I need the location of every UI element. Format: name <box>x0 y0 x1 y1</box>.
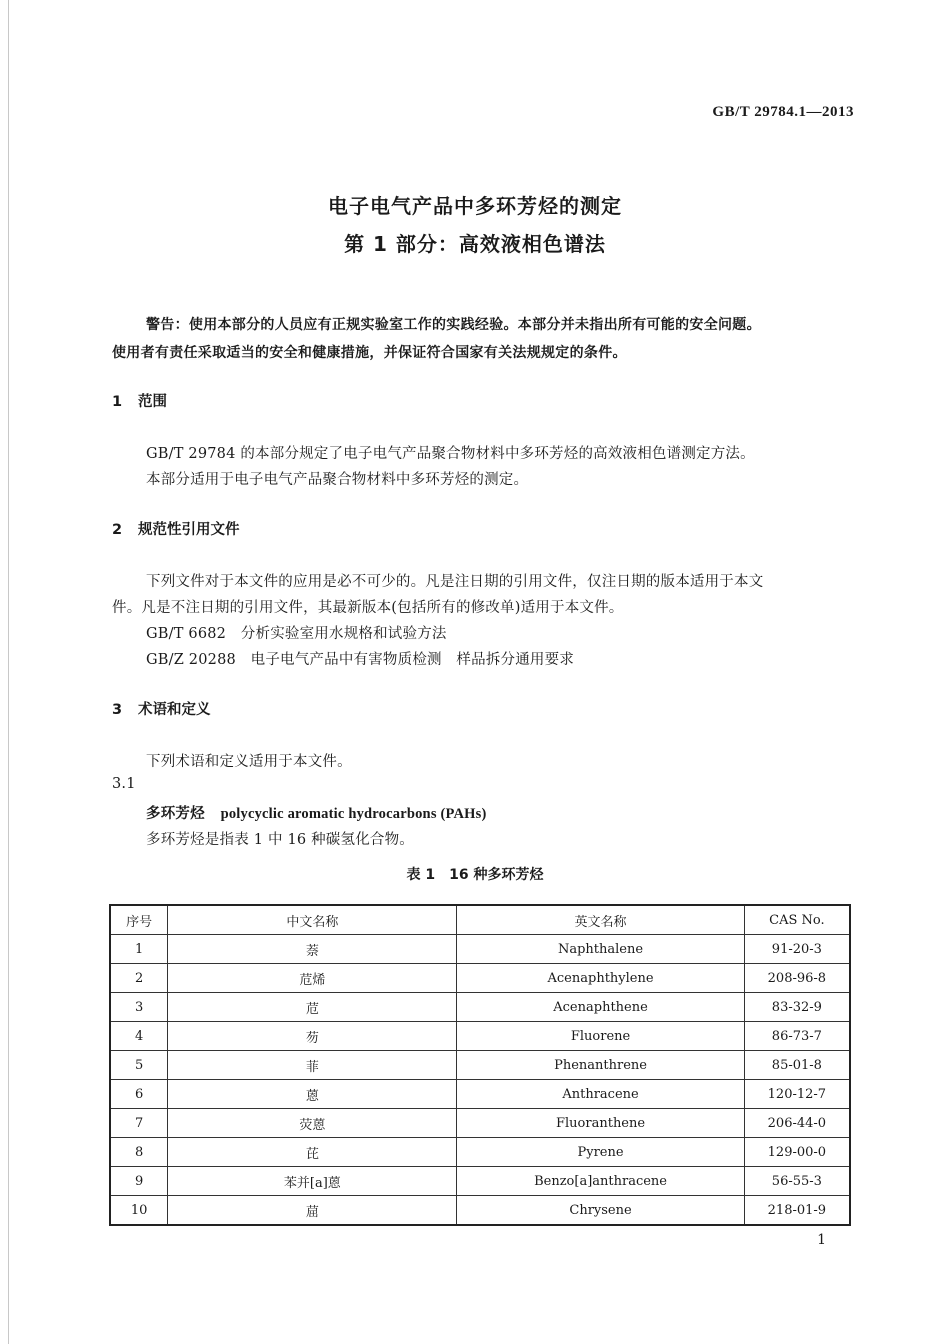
table-row <box>110 1167 850 1196</box>
document-title: 电子电气产品中多环芳烃的测定 <box>328 194 622 218</box>
table-row <box>110 1051 850 1080</box>
term-english: polycyclic aromatic hydrocarbons (PAHs) <box>220 806 487 822</box>
column-header: 序号 <box>110 905 168 935</box>
subclause-number: 3.1 <box>112 776 136 792</box>
cell-english-name: Acenaphthene <box>457 993 744 1022</box>
cell-english-name: Chrysene <box>457 1196 744 1226</box>
section-title: 术语和定义 <box>138 702 211 718</box>
cell-cas-number: 208-96-8 <box>744 964 850 993</box>
cell-cas-number: 56-55-3 <box>744 1167 850 1196</box>
page-number: 1 <box>817 1232 826 1248</box>
warning-line-2: 使用者有责任采取适当的安全和健康措施，并保证符合国家有关法规规定的条件。 <box>112 345 627 361</box>
cell-chinese-name: 萘 <box>168 935 457 964</box>
term-entry <box>146 802 487 823</box>
table-row <box>110 993 850 1022</box>
term-chinese: 多环芳烃 <box>146 806 205 822</box>
cell-index: 1 <box>110 935 168 964</box>
reference-item: GB/T 6682 分析实验室用水规格和试验方法 <box>146 626 447 642</box>
table-row <box>110 1080 850 1109</box>
pah-table <box>109 904 851 1226</box>
column-header: CAS No. <box>744 905 850 935</box>
cell-chinese-name: 蒽 <box>168 1080 457 1109</box>
cell-english-name: Fluoranthene <box>457 1109 744 1138</box>
cell-cas-number: 85-01-8 <box>744 1051 850 1080</box>
cell-cas-number: 206-44-0 <box>744 1109 850 1138</box>
cell-cas-number: 83-32-9 <box>744 993 850 1022</box>
cell-cas-number: 86-73-7 <box>744 1022 850 1051</box>
section-number: 1 <box>112 394 123 410</box>
cell-english-name: Benzo[a]anthracene <box>457 1167 744 1196</box>
cell-chinese-name: 荧蒽 <box>168 1109 457 1138</box>
cell-index: 8 <box>110 1138 168 1167</box>
cell-english-name: Pyrene <box>457 1138 744 1167</box>
column-header: 中文名称 <box>168 905 457 935</box>
cell-english-name: Anthracene <box>457 1080 744 1109</box>
table-header-row <box>110 905 850 935</box>
cell-index: 7 <box>110 1109 168 1138</box>
cell-chinese-name: 苊 <box>168 993 457 1022</box>
warning-line-1: 警告：使用本部分的人员应有正规实验室工作的实践经验。本部分并未指出所有可能的安全问题。 <box>146 317 761 333</box>
column-header: 英文名称 <box>457 905 744 935</box>
reference-item: GB/Z 20288 电子电气产品中有害物质检测 样品拆分通用要求 <box>146 652 575 668</box>
section-number: 3 <box>112 702 123 718</box>
cell-english-name: Naphthalene <box>457 935 744 964</box>
table-row <box>110 935 850 964</box>
term-definition: 多环芳烃是指表 1 中 16 种碳氢化合物。 <box>146 832 415 848</box>
cell-chinese-name: 䓛 <box>168 1196 457 1226</box>
document-subtitle: 第 1 部分：高效液相色谱法 <box>344 232 606 256</box>
cell-index: 6 <box>110 1080 168 1109</box>
cell-index: 4 <box>110 1022 168 1051</box>
cell-english-name: Fluorene <box>457 1022 744 1051</box>
section-heading-normative-references <box>112 518 240 539</box>
cell-index: 5 <box>110 1051 168 1080</box>
table-row <box>110 1022 850 1051</box>
section-title: 范围 <box>138 394 167 410</box>
cell-cas-number: 218-01-9 <box>744 1196 850 1226</box>
table-row <box>110 1138 850 1167</box>
cell-index: 3 <box>110 993 168 1022</box>
cell-chinese-name: 苊烯 <box>168 964 457 993</box>
section-number: 2 <box>112 522 123 538</box>
cell-chinese-name: 菲 <box>168 1051 457 1080</box>
section-heading-scope <box>112 390 167 411</box>
paragraph: 件。凡是不注日期的引用文件，其最新版本(包括所有的修改单)适用于本文件。 <box>112 600 624 616</box>
cell-chinese-name: 芘 <box>168 1138 457 1167</box>
paragraph: 本部分适用于电子电气产品聚合物材料中多环芳烃的测定。 <box>146 472 529 488</box>
cell-english-name: Acenaphthylene <box>457 964 744 993</box>
cell-index: 10 <box>110 1196 168 1226</box>
cell-index: 9 <box>110 1167 168 1196</box>
paragraph: 下列文件对于本文件的应用是必不可少的。凡是注日期的引用文件，仅注日期的版本适用于本文 <box>146 574 764 590</box>
cell-cas-number: 129-00-0 <box>744 1138 850 1167</box>
paragraph: GB/T 29784 的本部分规定了电子电气产品聚合物材料中多环芳烃的高效液相色谱测定方法。 <box>146 446 755 462</box>
table-caption: 表 1 16 种多环芳烃 <box>406 867 544 883</box>
cell-index: 2 <box>110 964 168 993</box>
cell-cas-number: 120-12-7 <box>744 1080 850 1109</box>
cell-cas-number: 91-20-3 <box>744 935 850 964</box>
standard-code: GB/T 29784.1—2013 <box>712 104 854 120</box>
cell-english-name: Phenanthrene <box>457 1051 744 1080</box>
cell-chinese-name: 苯并[a]蒽 <box>168 1167 457 1196</box>
paragraph: 下列术语和定义适用于本文件。 <box>146 754 352 770</box>
cell-chinese-name: 芴 <box>168 1022 457 1051</box>
table-row <box>110 964 850 993</box>
section-heading-terms <box>112 698 211 719</box>
table-row <box>110 1109 850 1138</box>
table-row <box>110 1196 850 1226</box>
section-title: 规范性引用文件 <box>138 522 240 538</box>
